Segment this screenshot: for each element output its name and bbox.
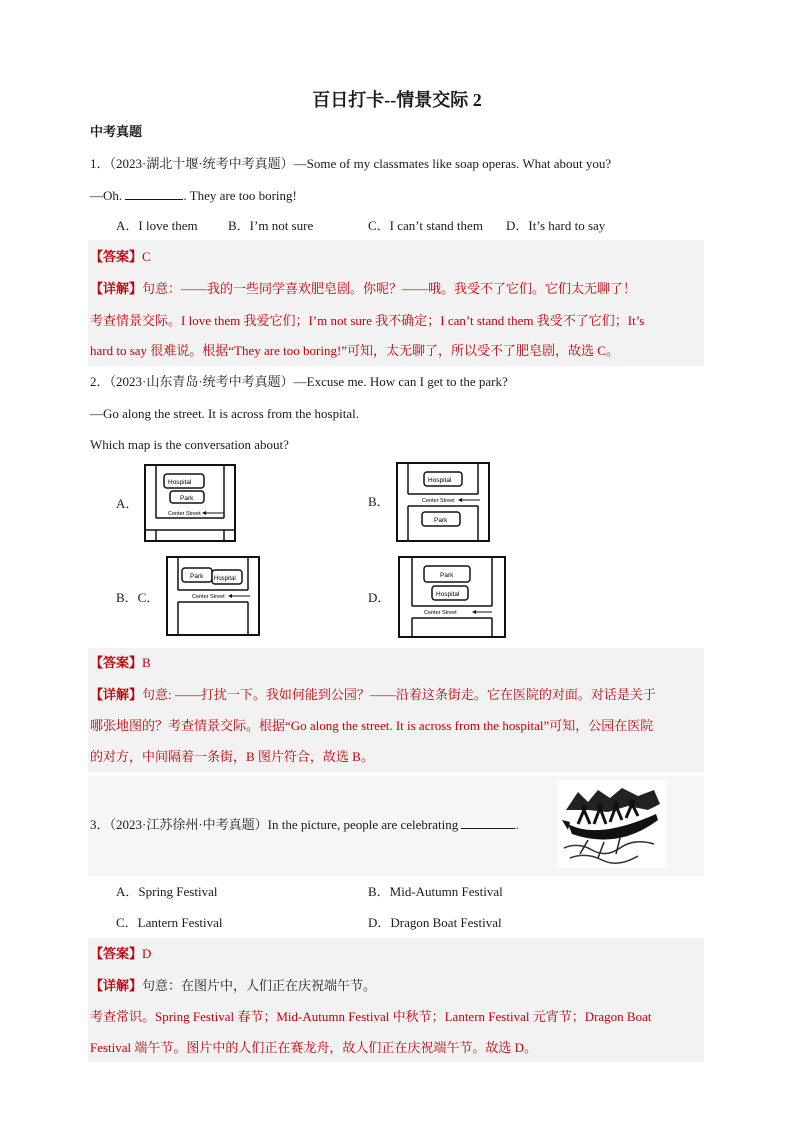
q1-detail-line1 [90,279,636,299]
q1-detail-text1: 句意：——我的一些同学喜欢肥皂剧。你呢？——哦。我受不了它们。它们太无聊了！ [142,281,637,296]
q3-blank [461,815,515,829]
q3-answer [90,944,151,964]
q3-detail-text1: 句意：在图片中，人们正在庆祝端午节。 [142,978,377,993]
q1-answer [90,247,151,267]
q2-detail-line3: 的对方，中间隔着一条街，B 图片符合，故选 B。 [90,749,374,764]
dragon-boat-drawing [558,780,666,868]
map-d-street: Center Street [424,610,457,616]
q3-option-c: C．Lantern Festival [116,915,223,930]
q1-detail-line3: hard to say 很难说。根据“They are too boring!”可知，太无聊了，所以受不了肥皂剧，故选 C。 [90,343,619,358]
map-c [166,556,260,636]
q1-stem: 1．（2023·湖北十堰·统考中考真题）—Some of my classmates like soap operas. What about you? [90,156,612,171]
q3-detail-line1 [90,976,376,996]
map-a-street: Center Street [168,511,201,517]
q3-detail-line2: 考查常识。Spring Festival 春节；Mid-Autumn Festival 中秋节；Lantern Festival 元宵节；Dragon Boat [90,1009,652,1024]
q3-answer-value: D [142,946,152,961]
map-b-drawing [396,462,490,542]
map-d-drawing [398,556,506,638]
q1-option-c: C．I can’t stand them [368,218,483,233]
q2-line2: —Go along the street. It is across from the hospital. [90,406,359,421]
q2-map-label-c: B．C． [116,590,160,605]
map-b [396,462,490,542]
map-c-hospital: Hospital [214,576,236,582]
q2-line3: Which map is the conversation about? [90,437,289,452]
q2-answer [90,653,151,673]
page-title: 百日打卡--情景交际 2 [312,90,482,110]
q1-line2-post: . They are too boring! [183,188,297,203]
q3-detail-tag: 【详解】 [90,978,143,993]
q1-detail-tag: 【详解】 [90,281,143,296]
q3-detail-line3: Festival 端午节。图片中的人们正在赛龙舟，故人们正在庆祝端午节。故选 D。 [90,1040,538,1055]
q2-stem: 2．（2023·山东青岛·统考中考真题）—Excuse me. How can I get to the park? [90,374,508,389]
section-heading: 中考真题 [90,124,143,139]
q1-option-b: B．I’m not sure [228,218,314,233]
map-d [398,556,506,638]
q3-answer-tag: 【答案】 [90,946,143,961]
map-b-park: Park [434,517,448,524]
q1-answer-tag: 【答案】 [90,249,143,264]
q2-detail-text1: 句意: ——打扰一下。我如何能到公园？——沿着这条街走。它在医院的对面。对话是关于 [142,687,656,702]
map-a-drawing [144,464,236,542]
map-a-park: Park [180,495,194,502]
map-d-park: Park [440,572,454,579]
map-c-drawing [166,556,260,636]
q2-map-label-b: B． [368,494,390,509]
q2-answer-value: B [142,655,151,670]
q2-detail-tag: 【详解】 [90,687,143,702]
q2-detail-line2: 哪张地图的？考查情景交际。根据“Go along the street. It is across from the hospital”可知，公园在医院 [90,718,654,733]
q1-detail-line2: 考查情景交际。I love them 我爱它们；I’m not sure 我不确定；I can’t stand them 我受不了它们；It’s [90,313,645,328]
map-b-hospital: Hospital [428,477,452,484]
q1-line2 [90,186,297,206]
dragon-boat-picture [558,780,666,868]
map-c-park: Park [190,573,204,580]
q1-option-a: A．I love them [116,218,198,233]
q3-stem-line [90,815,519,835]
q3-option-d: D．Dragon Boat Festival [368,915,502,930]
map-a-hospital: Hospital [168,479,192,486]
q1-blank [125,186,183,200]
map-b-street: Center Street [422,498,455,504]
q3-option-b: B．Mid-Autumn Festival [368,884,503,899]
map-a [144,464,236,542]
q1-answer-value: C [142,249,151,264]
q3-stem: 3．（2023·江苏徐州·中考真题）In the picture, people are celebrating [90,817,459,832]
map-c-street: Center Street [192,594,225,600]
q1-option-d: D．It’s hard to say [506,218,606,233]
q2-map-label-d: D． [368,590,391,605]
map-d-hospital: Hospital [436,591,460,598]
q3-option-a: A．Spring Festival [116,884,218,899]
q2-detail-line1 [90,685,656,705]
q2-map-label-a: A． [116,496,139,511]
q2-answer-tag: 【答案】 [90,655,143,670]
q1-line2-pre: —Oh. [90,188,123,203]
q3-stem-end: . [515,817,519,832]
